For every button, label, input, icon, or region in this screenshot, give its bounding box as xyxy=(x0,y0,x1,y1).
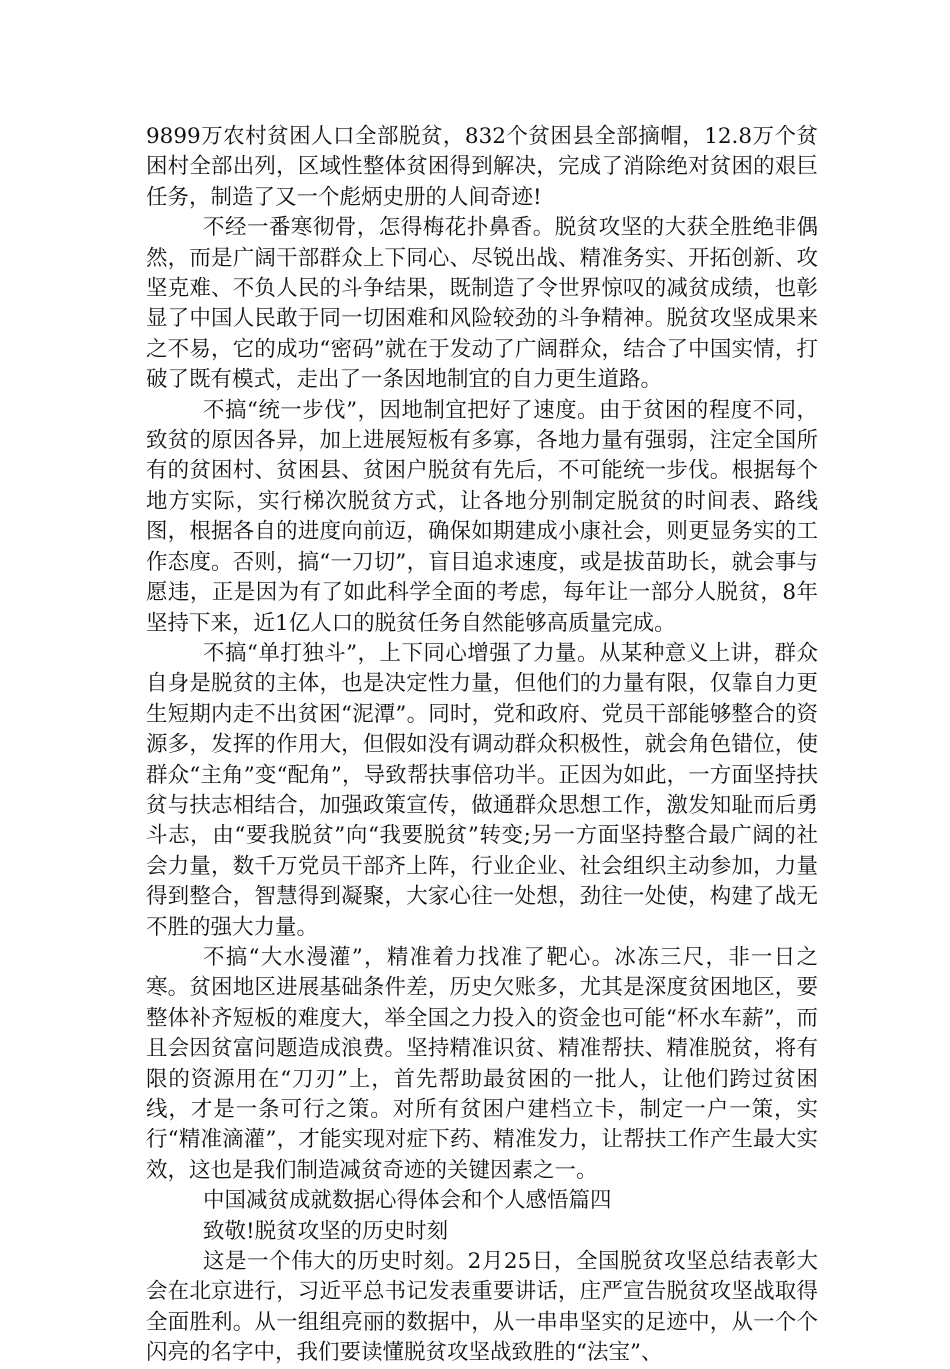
paragraph-continuation: 9899万农村贫困人口全部脱贫，832个贫困县全部摘帽，12.8万个贫困村全部出列，区域性整体贫困得到解决，完成了消除绝对贫困的艰巨任务，制造了又一个彪炳史册的人间奇迹! xyxy=(146,124,818,210)
paragraph-solo-fight: 不搞“单打独斗”，上下同心增强了力量。从某种意义上讲，群众自身是脱贫的主体，也是决定性力量，但他们的力量有限，仅靠自力更生短期内走不出贫困“泥潭”。同时，党和政府、党员干部能够整合的资源多，发挥的作用大，但假如没有调动群众积极性，就会角色错位，使群众“主角”变“配角”，导致帮扶事倍功半。正因为如此，一方面坚持扶贫与扶志相结合，加强政策宣传，做通群众思想工作，激发知耻而后勇斗志，由“要我脱贫”向“我要脱贫”转变;另一方面坚持整合最广阔的社会力量，数千万党员干部齐上阵，行业企业、社会组织主动参加，力量得到整合，智慧得到凝聚，大家心往一处想，劲往一处使，构建了战无不胜的强大力量。 xyxy=(146,640,818,940)
document-body xyxy=(146,122,818,1369)
section-heading: 中国减贫成就数据心得体会和个人感悟篇四 xyxy=(203,1188,612,1214)
paragraph-unified-pace: 不搞“统一步伐”，因地制宜把好了速度。由于贫困的程度不同，致贫的原因各异，加上进展短板有多寡，各地力量有强弱，注定全国所有的贫困村、贫困县、贫困户脱贫有先后，不可能统一步伐。根据每个地方实际，实行梯次脱贫方式，让各地分别制定脱贫的时间表、路线图，根据各自的进度向前迈，确保如期建成小康社会，则更显务实的工作态度。否则，搞“一刀切”，盲目追求速度，或是拔苗助长，就会事与愿违，正是因为有了如此科学全面的考虑，每年让一部分人脱贫，8年坚持下来，近1亿人口的脱贫任务自然能够高质量完成。 xyxy=(146,397,818,636)
paragraph-overview: 不经一番寒彻骨，怎得梅花扑鼻香。脱贫攻坚的大获全胜绝非偶然，而是广阔干部群众上下同心、尽锐出战、精准务实、开拓创新、攻坚克难、不负人民的斗争结果，既制造了令世界惊叹的减贫成绩，也彰显了中国人民敢于同一切困难和风险较劲的斗争精神。脱贫攻坚成果来之不易，它的成功“密码”就在于发动了广阔群众，结合了中国实情，打破了既有模式，走出了一条因地制宜的自力更生道路。 xyxy=(146,215,818,393)
paragraph-historic-moment: 这是一个伟大的历史时刻。2月25日，全国脱贫攻坚总结表彰大会在北京进行，习近平总书记发表重要讲话，庄严宣告脱贫攻坚战取得全面胜利。从一组组亮丽的数据中，从一串串坚实的足迹中，从一个个闪亮的名字中，我们要读懂脱贫攻坚战致胜的“法宝”、 xyxy=(146,1249,818,1366)
article-title: 致敬!脱贫攻坚的历史时刻 xyxy=(203,1218,449,1244)
paragraph-flood-irrigation: 不搞“大水漫灌”，精准着力找准了靶心。冰冻三尺，非一日之寒。贫困地区进展基础条件差，历史欠账多，尤其是深度贫困地区，要整体补齐短板的难度大，举全国之力投入的资金也可能“杯水车薪”，而且会因贫富问题造成浪费。坚持精准识贫、精准帮扶、精准脱贫，将有限的资源用在“刀刃”上，首先帮助最贫困的一批人，让他们跨过贫困线，才是一条可行之策。对所有贫困户建档立卡，制定一户一策，实行“精准滴灌”，才能实现对症下药、精准发力，让帮扶工作产生最大实效，这也是我们制造减贫奇迹的关键因素之一。 xyxy=(146,944,818,1183)
